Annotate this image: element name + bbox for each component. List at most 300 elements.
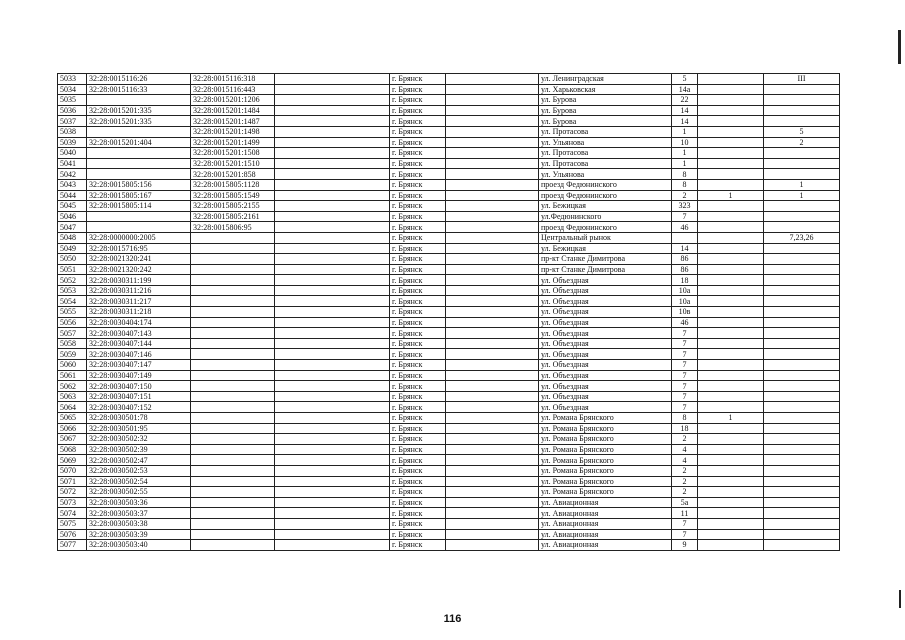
- cell-record-number: 5059: [58, 349, 87, 360]
- cell-city: г. Брянск: [390, 296, 446, 307]
- cell-extra-info: [764, 222, 840, 233]
- cell-record-number: 5054: [58, 296, 87, 307]
- cell-empty-column-2: [446, 243, 539, 254]
- cell-house-number: 11: [672, 508, 698, 519]
- cell-record-number: 5063: [58, 391, 87, 402]
- cell-street: ул. Харьковская: [539, 84, 672, 95]
- table-row: [58, 137, 840, 148]
- cell-cadastral-number-land: [87, 222, 191, 233]
- cell-record-number: 5052: [58, 275, 87, 286]
- table-row: [58, 518, 840, 529]
- cell-record-number: 5037: [58, 116, 87, 127]
- table-row: [58, 285, 840, 296]
- cell-house-number: 7: [672, 328, 698, 339]
- cell-extra-info: [764, 455, 840, 466]
- cell-city: г. Брянск: [390, 370, 446, 381]
- registry-table-body: [58, 74, 840, 551]
- table-row: [58, 476, 840, 487]
- cell-street: ул. Объездная: [539, 317, 672, 328]
- cell-street: проезд Федюнинского: [539, 190, 672, 201]
- cell-street: ул. Бурова: [539, 116, 672, 127]
- cell-house-number: 8: [672, 413, 698, 424]
- cell-city: г. Брянск: [390, 148, 446, 159]
- cell-house-number: 8: [672, 169, 698, 180]
- table-row: [58, 74, 840, 85]
- cell-empty-column-2: [446, 518, 539, 529]
- cell-cadastral-number-object: [191, 296, 275, 307]
- cell-cadastral-number-land: 32:28:0030501:95: [87, 423, 191, 434]
- cell-street: ул. Авиационная: [539, 518, 672, 529]
- cell-extra-info: [764, 296, 840, 307]
- cell-cadastral-number-object: 32:28:0015806:95: [191, 222, 275, 233]
- table-row: [58, 465, 840, 476]
- cell-cadastral-number-object: [191, 338, 275, 349]
- cell-building: [698, 84, 764, 95]
- cell-empty-column: [275, 105, 390, 116]
- cell-cadastral-number-object: [191, 328, 275, 339]
- cell-cadastral-number-object: [191, 232, 275, 243]
- table-row: [58, 190, 840, 201]
- cell-extra-info: [764, 254, 840, 265]
- cell-empty-column-2: [446, 476, 539, 487]
- cell-cadastral-number-object: 32:28:0015201:1487: [191, 116, 275, 127]
- cell-empty-column-2: [446, 455, 539, 466]
- cell-cadastral-number-object: [191, 349, 275, 360]
- cell-city: г. Брянск: [390, 84, 446, 95]
- cell-empty-column: [275, 497, 390, 508]
- cell-city: г. Брянск: [390, 444, 446, 455]
- cell-empty-column: [275, 74, 390, 85]
- cell-empty-column-2: [446, 296, 539, 307]
- cell-empty-column: [275, 402, 390, 413]
- cell-extra-info: [764, 487, 840, 498]
- cell-city: г. Брянск: [390, 201, 446, 212]
- cell-extra-info: [764, 275, 840, 286]
- cell-city: г. Брянск: [390, 232, 446, 243]
- cell-record-number: 5058: [58, 338, 87, 349]
- cell-record-number: 5051: [58, 264, 87, 275]
- cell-house-number: 7: [672, 381, 698, 392]
- page-number: 116: [443, 613, 462, 625]
- cell-city: г. Брянск: [390, 540, 446, 551]
- cell-extra-info: [764, 508, 840, 519]
- cell-building: [698, 307, 764, 318]
- cell-empty-column-2: [446, 190, 539, 201]
- cell-empty-column: [275, 328, 390, 339]
- cell-house-number: 22: [672, 95, 698, 106]
- cell-empty-column-2: [446, 285, 539, 296]
- cell-empty-column: [275, 264, 390, 275]
- cell-record-number: 5050: [58, 254, 87, 265]
- cell-cadastral-number-object: [191, 423, 275, 434]
- cell-empty-column: [275, 444, 390, 455]
- cell-extra-info: [764, 402, 840, 413]
- cell-cadastral-number-object: [191, 243, 275, 254]
- cell-extra-info: [764, 381, 840, 392]
- cell-street: ул. Романа Брянского: [539, 465, 672, 476]
- cell-house-number: 4: [672, 455, 698, 466]
- cell-street: ул. Объездная: [539, 370, 672, 381]
- cell-street: ул. Ульянова: [539, 169, 672, 180]
- cell-street: ул. Романа Брянского: [539, 476, 672, 487]
- cell-building: [698, 243, 764, 254]
- cell-cadastral-number-land: 32:28:0030404:174: [87, 317, 191, 328]
- cell-cadastral-number-object: [191, 455, 275, 466]
- cell-city: г. Брянск: [390, 529, 446, 540]
- cell-record-number: 5053: [58, 285, 87, 296]
- cell-cadastral-number-object: [191, 360, 275, 371]
- cell-empty-column-2: [446, 179, 539, 190]
- cell-empty-column-2: [446, 137, 539, 148]
- table-row: [58, 338, 840, 349]
- cell-record-number: 5074: [58, 508, 87, 519]
- table-row: [58, 264, 840, 275]
- cell-house-number: 7: [672, 349, 698, 360]
- table-row: [58, 211, 840, 222]
- cell-record-number: 5075: [58, 518, 87, 529]
- cell-building: 1: [698, 190, 764, 201]
- cell-extra-info: 7,23,26: [764, 232, 840, 243]
- cell-record-number: 5055: [58, 307, 87, 318]
- cell-empty-column: [275, 254, 390, 265]
- table-row: [58, 434, 840, 445]
- cell-record-number: 5061: [58, 370, 87, 381]
- cell-extra-info: 1: [764, 179, 840, 190]
- cell-empty-column-2: [446, 74, 539, 85]
- cell-building: [698, 126, 764, 137]
- cell-cadastral-number-object: [191, 402, 275, 413]
- cell-extra-info: [764, 413, 840, 424]
- cell-street: ул. Объездная: [539, 402, 672, 413]
- cell-street: ул. Авиационная: [539, 508, 672, 519]
- cell-building: [698, 275, 764, 286]
- cell-record-number: 5057: [58, 328, 87, 339]
- cell-empty-column-2: [446, 540, 539, 551]
- cell-extra-info: [764, 201, 840, 212]
- cell-cadastral-number-land: 32:28:0015201:404: [87, 137, 191, 148]
- cell-empty-column-2: [446, 84, 539, 95]
- cell-house-number: 7: [672, 518, 698, 529]
- cell-building: [698, 349, 764, 360]
- cell-city: г. Брянск: [390, 222, 446, 233]
- cell-empty-column-2: [446, 211, 539, 222]
- cell-city: г. Брянск: [390, 434, 446, 445]
- cell-extra-info: [764, 158, 840, 169]
- cell-empty-column-2: [446, 465, 539, 476]
- cell-street: ул. Романа Брянского: [539, 434, 672, 445]
- cell-city: г. Брянск: [390, 275, 446, 286]
- cell-street: ул. Бурова: [539, 105, 672, 116]
- cell-cadastral-number-object: [191, 497, 275, 508]
- cell-building: [698, 148, 764, 159]
- table-row: [58, 148, 840, 159]
- cell-building: [698, 254, 764, 265]
- cell-building: [698, 370, 764, 381]
- cell-house-number: 7: [672, 360, 698, 371]
- cell-street: ул. Протасова: [539, 148, 672, 159]
- cell-empty-column-2: [446, 158, 539, 169]
- cell-building: [698, 116, 764, 127]
- cell-extra-info: 5: [764, 126, 840, 137]
- cell-empty-column-2: [446, 413, 539, 424]
- cell-empty-column: [275, 487, 390, 498]
- cell-record-number: 5066: [58, 423, 87, 434]
- cell-cadastral-number-land: 32:28:0021320:242: [87, 264, 191, 275]
- cell-cadastral-number-land: [87, 211, 191, 222]
- cell-record-number: 5044: [58, 190, 87, 201]
- cell-extra-info: [764, 349, 840, 360]
- cell-street: ул.Федюнинского: [539, 211, 672, 222]
- cell-empty-column: [275, 201, 390, 212]
- cell-record-number: 5064: [58, 402, 87, 413]
- cell-house-number: 2: [672, 487, 698, 498]
- cell-empty-column: [275, 190, 390, 201]
- cell-street: ул. Объездная: [539, 285, 672, 296]
- cell-city: г. Брянск: [390, 338, 446, 349]
- cell-house-number: 2: [672, 190, 698, 201]
- cell-building: [698, 137, 764, 148]
- cell-cadastral-number-land: 32:28:0015116:33: [87, 84, 191, 95]
- cell-building: [698, 264, 764, 275]
- cell-empty-column-2: [446, 95, 539, 106]
- cell-extra-info: [764, 285, 840, 296]
- cell-empty-column-2: [446, 444, 539, 455]
- cell-extra-info: [764, 105, 840, 116]
- cell-building: [698, 402, 764, 413]
- table-row: [58, 423, 840, 434]
- cell-record-number: 5077: [58, 540, 87, 551]
- table-row: [58, 540, 840, 551]
- cell-cadastral-number-land: 32:28:0030503:37: [87, 508, 191, 519]
- cell-building: [698, 391, 764, 402]
- table-row: [58, 126, 840, 137]
- cell-cadastral-number-object: [191, 487, 275, 498]
- cell-extra-info: [764, 370, 840, 381]
- cell-building: [698, 476, 764, 487]
- cell-house-number: 2: [672, 465, 698, 476]
- cell-record-number: 5036: [58, 105, 87, 116]
- cell-building: [698, 338, 764, 349]
- cell-house-number: 14а: [672, 84, 698, 95]
- cell-cadastral-number-object: [191, 540, 275, 551]
- cell-empty-column-2: [446, 232, 539, 243]
- cell-city: г. Брянск: [390, 328, 446, 339]
- cell-cadastral-number-object: 32:28:0015201:1508: [191, 148, 275, 159]
- cell-city: г. Брянск: [390, 137, 446, 148]
- cell-cadastral-number-object: [191, 307, 275, 318]
- cell-empty-column: [275, 508, 390, 519]
- cell-empty-column-2: [446, 370, 539, 381]
- cell-record-number: 5048: [58, 232, 87, 243]
- page-edge-mark-lower: [899, 590, 901, 608]
- cell-extra-info: [764, 307, 840, 318]
- cell-city: г. Брянск: [390, 497, 446, 508]
- table-row: [58, 413, 840, 424]
- cell-house-number: 7: [672, 370, 698, 381]
- cell-house-number: 46: [672, 222, 698, 233]
- cell-empty-column: [275, 307, 390, 318]
- cell-empty-column: [275, 317, 390, 328]
- cell-cadastral-number-land: [87, 158, 191, 169]
- cell-empty-column: [275, 95, 390, 106]
- cell-extra-info: [764, 169, 840, 180]
- cell-empty-column: [275, 137, 390, 148]
- cell-cadastral-number-land: 32:28:0030503:39: [87, 529, 191, 540]
- cell-empty-column-2: [446, 338, 539, 349]
- cell-empty-column: [275, 349, 390, 360]
- cell-street: ул. Авиационная: [539, 497, 672, 508]
- cell-record-number: 5068: [58, 444, 87, 455]
- cell-building: [698, 211, 764, 222]
- cell-building: [698, 540, 764, 551]
- table-row: [58, 360, 840, 371]
- cell-cadastral-number-land: 32:28:0030311:217: [87, 296, 191, 307]
- cell-building: [698, 158, 764, 169]
- cell-empty-column-2: [446, 116, 539, 127]
- cell-street: ул. Романа Брянского: [539, 455, 672, 466]
- cell-building: [698, 381, 764, 392]
- cell-empty-column: [275, 476, 390, 487]
- cell-building: [698, 74, 764, 85]
- cell-cadastral-number-land: 32:28:0030311:218: [87, 307, 191, 318]
- cell-record-number: 5073: [58, 497, 87, 508]
- cell-house-number: 14: [672, 116, 698, 127]
- cell-cadastral-number-land: [87, 148, 191, 159]
- cell-building: [698, 434, 764, 445]
- cell-street: ул. Романа Брянского: [539, 487, 672, 498]
- cell-building: [698, 423, 764, 434]
- cell-empty-column: [275, 518, 390, 529]
- cell-cadastral-number-land: [87, 169, 191, 180]
- cell-empty-column: [275, 296, 390, 307]
- cell-extra-info: [764, 434, 840, 445]
- cell-empty-column: [275, 243, 390, 254]
- table-row: [58, 444, 840, 455]
- table-row: [58, 497, 840, 508]
- cell-record-number: 5038: [58, 126, 87, 137]
- cell-record-number: 5072: [58, 487, 87, 498]
- cell-extra-info: [764, 391, 840, 402]
- cell-city: г. Брянск: [390, 190, 446, 201]
- cell-cadastral-number-object: [191, 275, 275, 286]
- cell-house-number: 10а: [672, 285, 698, 296]
- cell-building: [698, 518, 764, 529]
- table-row: [58, 158, 840, 169]
- cell-cadastral-number-land: 32:28:0015201:335: [87, 116, 191, 127]
- cell-record-number: 5035: [58, 95, 87, 106]
- cell-building: [698, 222, 764, 233]
- cell-extra-info: [764, 465, 840, 476]
- cell-city: г. Брянск: [390, 465, 446, 476]
- cell-building: [698, 465, 764, 476]
- cell-street: ул. Объездная: [539, 349, 672, 360]
- cell-empty-column: [275, 529, 390, 540]
- cell-city: г. Брянск: [390, 105, 446, 116]
- table-row: [58, 391, 840, 402]
- cell-record-number: 5045: [58, 201, 87, 212]
- cell-cadastral-number-land: [87, 126, 191, 137]
- cell-empty-column: [275, 169, 390, 180]
- cell-cadastral-number-object: [191, 529, 275, 540]
- cell-empty-column: [275, 381, 390, 392]
- cell-cadastral-number-object: [191, 285, 275, 296]
- cell-extra-info: [764, 497, 840, 508]
- cell-building: [698, 296, 764, 307]
- cell-empty-column: [275, 465, 390, 476]
- cell-house-number: 7: [672, 391, 698, 402]
- cell-record-number: 5034: [58, 84, 87, 95]
- cell-house-number: 7: [672, 402, 698, 413]
- cell-house-number: 7: [672, 338, 698, 349]
- cell-extra-info: [764, 211, 840, 222]
- cell-extra-info: III: [764, 74, 840, 85]
- cell-empty-column: [275, 222, 390, 233]
- cell-cadastral-number-land: 32:28:0030407:144: [87, 338, 191, 349]
- cell-house-number: 46: [672, 317, 698, 328]
- cell-record-number: 5062: [58, 381, 87, 392]
- table-row: [58, 201, 840, 212]
- cell-street: ул. Авиационная: [539, 529, 672, 540]
- cell-empty-column: [275, 126, 390, 137]
- cell-cadastral-number-object: [191, 476, 275, 487]
- cell-city: г. Брянск: [390, 423, 446, 434]
- cell-city: г. Брянск: [390, 413, 446, 424]
- cell-street: ул. Романа Брянского: [539, 413, 672, 424]
- cell-cadastral-number-object: [191, 444, 275, 455]
- cell-cadastral-number-object: 32:28:0015201:1510: [191, 158, 275, 169]
- cell-cadastral-number-land: 32:28:0030502:32: [87, 434, 191, 445]
- cell-house-number: 18: [672, 275, 698, 286]
- cell-city: г. Брянск: [390, 95, 446, 106]
- table-row: [58, 275, 840, 286]
- cell-cadastral-number-land: 32:28:0030502:55: [87, 487, 191, 498]
- cell-street: ул. Объездная: [539, 307, 672, 318]
- cell-cadastral-number-land: 32:28:0030407:143: [87, 328, 191, 339]
- table-row: [58, 116, 840, 127]
- cell-cadastral-number-land: 32:28:0030503:38: [87, 518, 191, 529]
- cell-building: [698, 444, 764, 455]
- cell-cadastral-number-land: 32:28:0030407:152: [87, 402, 191, 413]
- cell-street: ул. Объездная: [539, 360, 672, 371]
- table-row: [58, 296, 840, 307]
- cell-extra-info: 1: [764, 190, 840, 201]
- cell-cadastral-number-land: 32:28:0015201:335: [87, 105, 191, 116]
- cell-extra-info: [764, 84, 840, 95]
- cell-extra-info: [764, 148, 840, 159]
- cell-empty-column-2: [446, 148, 539, 159]
- cell-building: [698, 497, 764, 508]
- page-edge-mark: [898, 30, 901, 64]
- cell-house-number: 10в: [672, 307, 698, 318]
- cell-street: ул. Объездная: [539, 328, 672, 339]
- cell-building: [698, 285, 764, 296]
- table-row: [58, 317, 840, 328]
- cell-building: [698, 169, 764, 180]
- cell-street: ул. Объездная: [539, 391, 672, 402]
- cell-cadastral-number-object: [191, 518, 275, 529]
- cell-street: ул. Романа Брянского: [539, 444, 672, 455]
- cell-cadastral-number-land: 32:28:0015805:156: [87, 179, 191, 190]
- cell-record-number: 5070: [58, 465, 87, 476]
- cell-empty-column: [275, 116, 390, 127]
- cell-city: г. Брянск: [390, 264, 446, 275]
- cell-city: г. Брянск: [390, 307, 446, 318]
- cell-record-number: 5049: [58, 243, 87, 254]
- cell-cadastral-number-land: 32:28:0030502:54: [87, 476, 191, 487]
- cell-city: г. Брянск: [390, 518, 446, 529]
- cell-house-number: [672, 232, 698, 243]
- table-row: [58, 508, 840, 519]
